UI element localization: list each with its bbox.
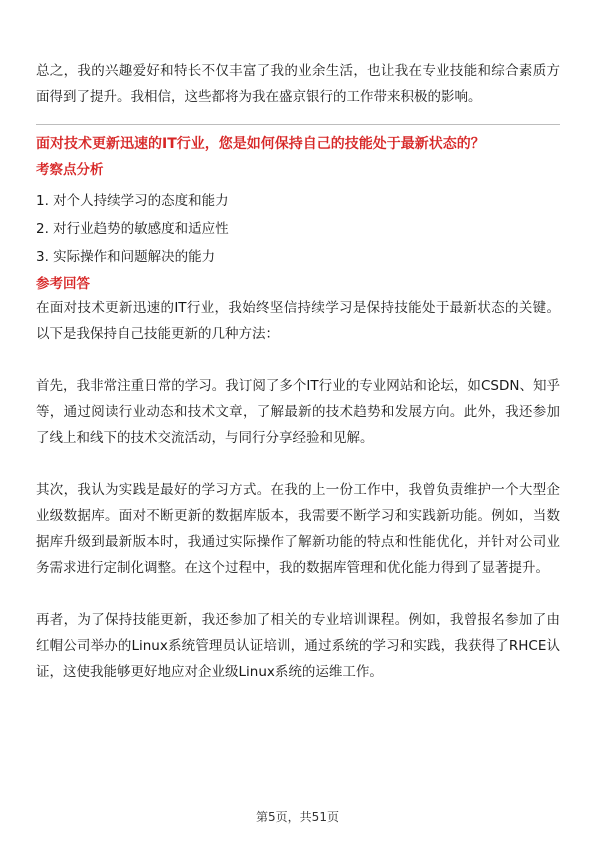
analysis-title: 考察点分析 <box>36 162 104 178</box>
answer-paragraph: 在面对技术更新迅速的IT行业，我始终坚信持续学习是保持技能处于最新状态的关键。以下是我保持自己技能更新的几种方法： <box>36 300 560 342</box>
analysis-point: 3. 实际操作和问题解决的能力 <box>36 249 216 265</box>
question-heading: 面对技术更新迅速的IT行业，您是如何保持自己的技能处于最新状态的？ <box>36 136 485 152</box>
page-number: 第5页，共51页 <box>256 810 339 824</box>
answer-paragraph: 首先，我非常注重日常的学习。我订阅了多个IT行业的专业网站和论坛，如CSDN、知乎等，通过阅读行业动态和技术文章，了解最新的技术趋势和发展方向。此外，我还参加了线上和线下的技术交流活动，与同行分享经验和见解。 <box>36 378 560 446</box>
answer-paragraph: 再者，为了保持技能更新，我还参加了相关的专业培训课程。例如，我曾报名参加了由红帽公司举办的Linux系统管理员认证培训，通过系统的学习和实践，我获得了RHCE认证，这使我能够更好地应对企业级Linux系统的运维工作。 <box>36 612 560 680</box>
section-divider <box>36 124 560 125</box>
analysis-point: 1. 对个人持续学习的态度和能力 <box>36 193 229 209</box>
analysis-point: 2. 对行业趋势的敏感度和适应性 <box>36 221 229 237</box>
analysis-points <box>36 187 560 271</box>
answer-title: 参考回答 <box>36 276 90 292</box>
intro-paragraph: 总之，我的兴趣爱好和特长不仅丰富了我的业余生活，也让我在专业技能和综合素质方面得到了提升。我相信，这些都将为我在盛京银行的工作带来积极的影响。 <box>36 63 560 105</box>
answer-body <box>36 295 560 685</box>
answer-paragraph: 其次，我认为实践是最好的学习方式。在我的上一份工作中，我曾负责维护一个大型企业级数据库。面对不断更新的数据库版本，我需要不断学习和实践新功能。例如，当数据库升级到最新版本时，我通过实际操作了解新功能的特点和性能优化，并针对公司业务需求进行定制化调整。在这个过程中，我的数据库管理和优化能力得到了显著提升。 <box>36 482 560 576</box>
document-body <box>36 58 560 685</box>
